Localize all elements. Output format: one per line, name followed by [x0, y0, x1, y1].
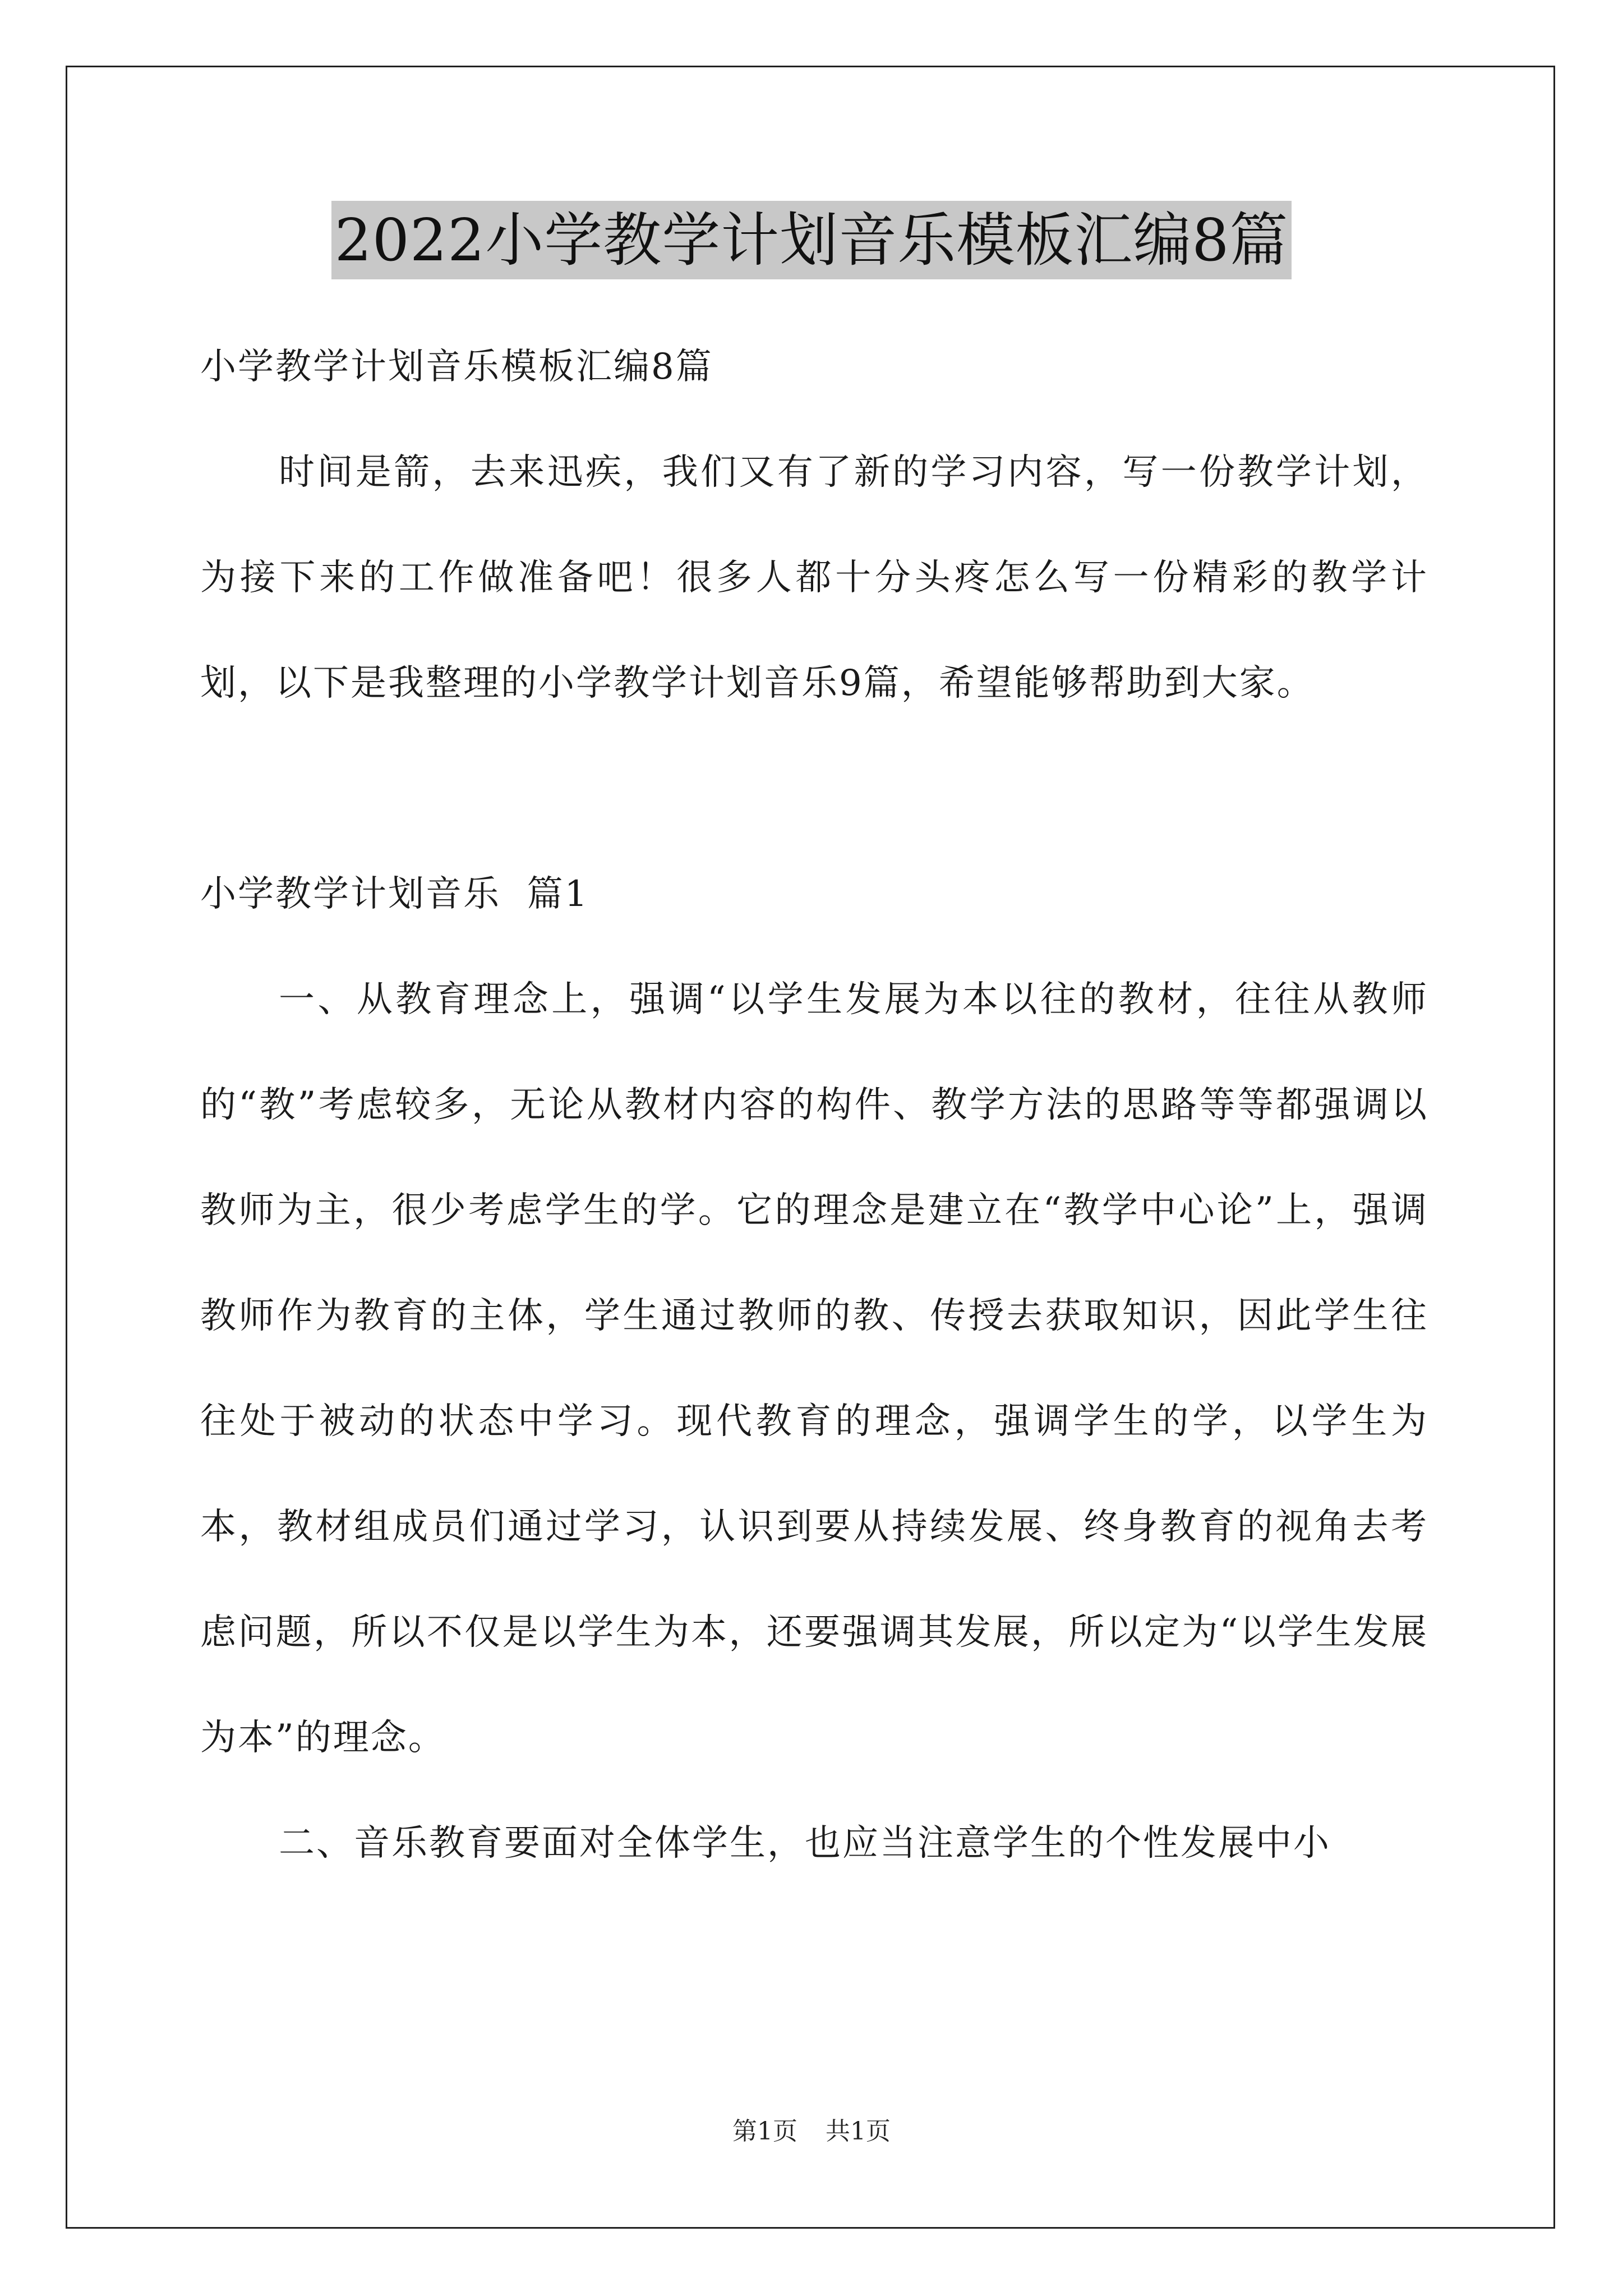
intro-paragraph: 时间是箭，去来迅疾，我们又有了新的学习内容，写一份教学计划，为接下来的工作做准备吧！很多人都十分头疼怎么写一份精彩的教学计划，以下是我整理的小学教学计划音乐9篇，希望能够帮助到大家。 — [200, 452, 1428, 704]
document-title: 2022小学教学计划音乐模板汇编8篇 — [331, 201, 1292, 279]
page-number-total: 共1页 — [826, 2117, 891, 2146]
document-subtitle: 小学教学计划音乐模板汇编8篇 — [200, 346, 713, 388]
document-body — [200, 314, 1428, 1896]
body-paragraph-2: 二、音乐教育要面对全体学生，也应当注意学生的个性发展中小 — [279, 1823, 1331, 1864]
page-footer — [0, 2115, 1623, 2148]
section-heading: 小学教学计划音乐 篇1 — [200, 873, 589, 915]
body-paragraph-1: 一、从教育理念上，强调“以学生发展为本以往的教材，往往从教师的“教”考虑较多，无论从教材内容的构件、教学方法的思路等等都强调以教师为主，很少考虑学生的学。它的理念是建立在“教学中心论”上，强调教师作为教育的主体，学生通过教师的教、传授去获取知识，因此学生往往处于被动的状态中学习。现代教育的理念，强调学生的学，以学生为本，教材组成员们通过学习，认识到要从持续发展、终身教育的视角去考虑问题，所以不仅是以学生为本，还要强调其发展，所以定为“以学生发展为本”的理念。 — [200, 979, 1428, 1759]
section-spacer — [200, 736, 1428, 841]
title-container — [0, 201, 1623, 279]
page-number-current: 第1页 — [732, 2117, 797, 2146]
